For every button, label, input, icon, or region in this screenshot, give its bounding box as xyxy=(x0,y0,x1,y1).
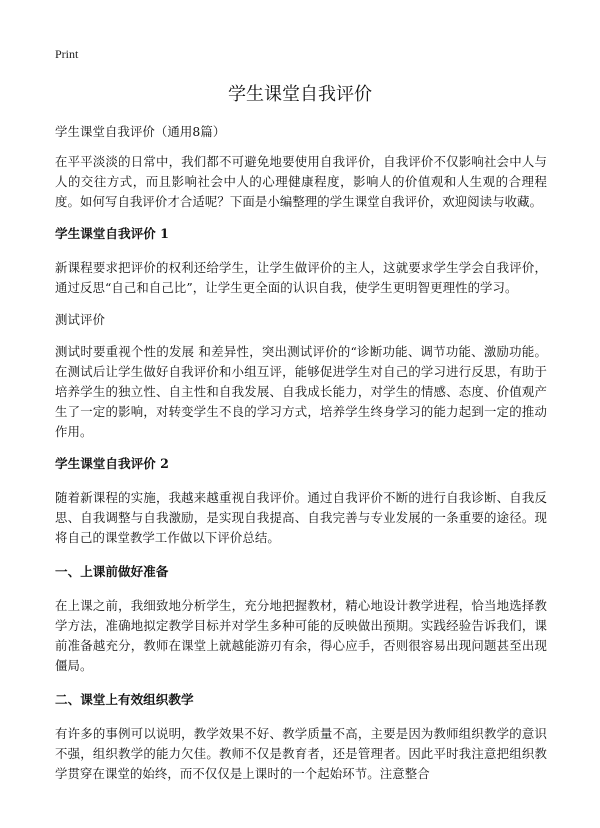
section-2-paragraph-1: 随着新课程的实施，我越来越重视自我评价。通过自我评价不断的进行自我诊断、自我反思、自我调整与自我激励，是实现自我提高、自我完善与专业发展的一条重要的途径。现将自己的课堂教学工作做以下评价总结。 xyxy=(55,490,547,545)
article-body xyxy=(55,122,547,784)
section-1-heading: 学生课堂自我评价 1 xyxy=(55,226,169,241)
subsection-2-paragraph: 有许多的事例可以说明，教学效果不好、教学质量不高，主要是因为教师组织教学的意识不强，组织教学的能力欠佳。教师不仅是教育者，还是管理者。因此平时我注意把组织教学贯穿在课堂的始终，而不仅仅是上课时的一个起始环节。注意整合 xyxy=(55,726,547,781)
intro-paragraph: 在平平淡淡的日常中，我们都不可避免地要使用自我评价，自我评价不仅影响社会中人与人的交往方式，而且影响社会中人的心理健康程度，影响人的价值观和人生观的合理程度。如何写自我评价才合适呢？下面是小编整理的学生课堂自我评价，欢迎阅读与收藏。 xyxy=(55,154,547,209)
subsection-1-heading: 一、上课前做好准备 xyxy=(55,564,169,579)
section-1-paragraph-2: 测试时要重视个性的发展 和差异性，突出测试评价的“诊断功能、调节功能、激励功能。在测试后让学生做好自我评价和小组互评，能够促进学生对自己的学习进行反思，有助于培养学生的独立性、自主性和自我发展、自我成长能力，对学生的情感、态度、价值观产生了一定的影响，对转变学生不良的学习方式，培养学生终身学习的能力起到一定的推动作用。 xyxy=(55,344,547,439)
subsection-2-heading: 二、课堂上有效组织教学 xyxy=(55,692,194,707)
article-subtitle: 学生课堂自我评价（通用8篇） xyxy=(55,124,226,139)
section-1-label: 测试评价 xyxy=(55,312,105,327)
subsection-1-paragraph: 在上课之前，我细致地分析学生，充分地把握教材，精心地设计教学进程，恰当地选择教学方法，准确地拟定教学目标并对学生多种可能的反映做出预期。实践经验告诉我们，课前准备越充分，教师在课堂上就越能游刃有余，得心应手，否则很容易出现问题甚至出现僵局。 xyxy=(55,598,547,673)
page-title: 学生课堂自我评价 xyxy=(228,84,372,105)
section-1-paragraph-1: 新课程要求把评价的权利还给学生，让学生做评价的主人，这就要求学生学会自我评价，通过反思“自己和自己比”，让学生更全面的认识自我，使学生更明智更理性的学习。 xyxy=(55,260,547,295)
section-2-heading: 学生课堂自我评价 2 xyxy=(55,456,169,471)
print-link[interactable]: Print xyxy=(55,47,79,61)
